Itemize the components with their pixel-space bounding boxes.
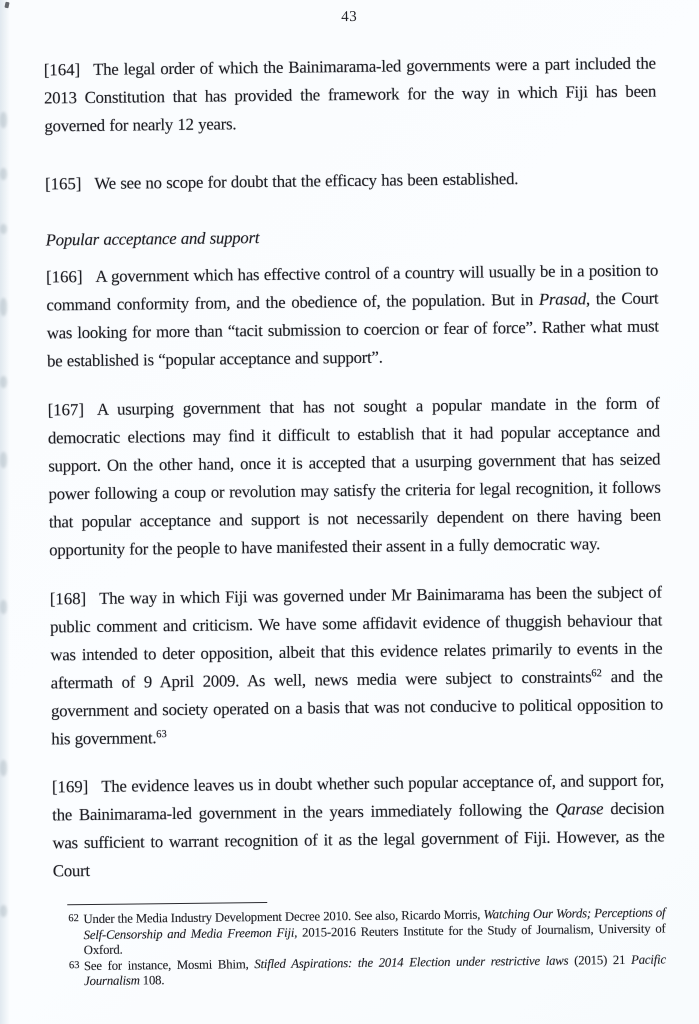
text-segment: Pacific Journalism (84, 951, 666, 989)
text-segment: 108. (139, 973, 165, 988)
text-segment: , the Court was looking for more than “tacit submission to coercion or fear of force”. Rather what must be established is “popular acceptance and support”. (46, 288, 659, 371)
page-content (43, 0, 667, 1024)
paragraph (45, 164, 657, 199)
paragraph-number: [164] (43, 60, 81, 80)
scan-smudge (0, 298, 7, 316)
paragraph-number: [169] (51, 777, 89, 797)
footnote-row (53, 905, 665, 958)
footnote-number: 63 (68, 959, 80, 971)
paragraph (47, 390, 661, 565)
paragraph (50, 578, 664, 753)
text-segment: and the government and society operated on a basis that was not conducive to political opposition to his government. (50, 666, 664, 749)
page-number: 43 (341, 8, 358, 26)
text-segment: Under the Media Industry Development Decree 2010. See also, Ricardo Morris, (83, 907, 484, 927)
scan-smudge (0, 112, 7, 128)
text-segment: decision was sufficient to warrant recognition of it as the legal government of Fiji. However, as the Court (52, 798, 665, 881)
paragraph-number: [168] (49, 589, 87, 609)
footnote-text (83, 905, 665, 958)
text-segment: Stifled Aspirations: the 2014 Election under restrictive laws (254, 953, 569, 971)
scan-smudge (0, 760, 7, 776)
scan-edge-artifact (0, 0, 10, 1024)
footnotes (53, 897, 666, 989)
section-heading: Popular acceptance and support (45, 228, 260, 250)
footnote-reference: 63 (156, 729, 167, 741)
paragraph (44, 50, 657, 141)
footnote-separator (67, 902, 267, 905)
scan-smudge (0, 452, 7, 468)
paragraph-number: [167] (47, 400, 85, 420)
paragraph-number: [165] (44, 174, 82, 194)
paragraph (52, 766, 665, 885)
text-segment: Qarase (555, 799, 604, 819)
footnote-row (54, 952, 666, 990)
paragraph (46, 257, 659, 376)
text-segment: The evidence leaves us in doubt whether such popular acceptance of, and support for, the Bainimarama-led government in the years immediately following the (52, 770, 664, 825)
text-segment: A usurping government that has not sought a popular mandate in the form of democratic elections may find it difficult to establish that it had popular acceptance and support. On the other hand, once it is accepted that a usurping government that has seized power following a coup or revolution may satisfy the criteria for legal recognition, it follows that popular acceptance and support is not necessarily dependent on there having been opportunity for the people to have manifested their assent in a fully democratic way. (47, 393, 661, 560)
scan-smudge (0, 224, 7, 234)
footnote-text (84, 952, 666, 990)
text-segment: Watching Our Words; Perceptions of Self-Censorship and Media Freemon Fiji (83, 905, 666, 942)
text-segment: , 2015-2016 Reuters Institute for the Study of Journalism, University of Oxford. (83, 920, 666, 958)
footnote-number: 62 (68, 913, 79, 925)
text-segment: A government which has effective control of a country will usually be in a position to command conformity from, and the obedience of, the population. But in (46, 260, 659, 315)
text-segment: Prasad (538, 289, 587, 309)
text-segment: We see no scope for doubt that the efficacy has been established. (94, 169, 519, 193)
body-blocks (44, 50, 665, 886)
scan-smudge (0, 168, 7, 180)
scan-smudge (0, 376, 7, 388)
text-segment: The legal order of which the Bainimarama-led governments were a part included the 2013 Constitution that has provided the framework for the way in which Fiji has been governed for nearly 12 years. (43, 53, 657, 136)
scan-corner-mark (4, 2, 9, 9)
footnote-reference: 62 (591, 668, 602, 680)
text-segment: See for instance, Mosmi Bhim, (83, 956, 255, 973)
scan-smudge (0, 905, 7, 917)
text-segment: (2015) 21 (568, 952, 632, 968)
footnote-list (53, 905, 666, 989)
scan-smudge (0, 600, 7, 614)
text-segment: The way in which Fiji was governed under Mr Bainimarama has been the subject of public comment and criticism. We have some affidavit evidence of thuggish behaviour that was intended to deter opposition, albeit that this evidence relates primarily to events in the aftermath of 9 April 2009. As well, news media were subject to constraints (49, 582, 663, 693)
paragraph-number: [166] (46, 267, 83, 287)
